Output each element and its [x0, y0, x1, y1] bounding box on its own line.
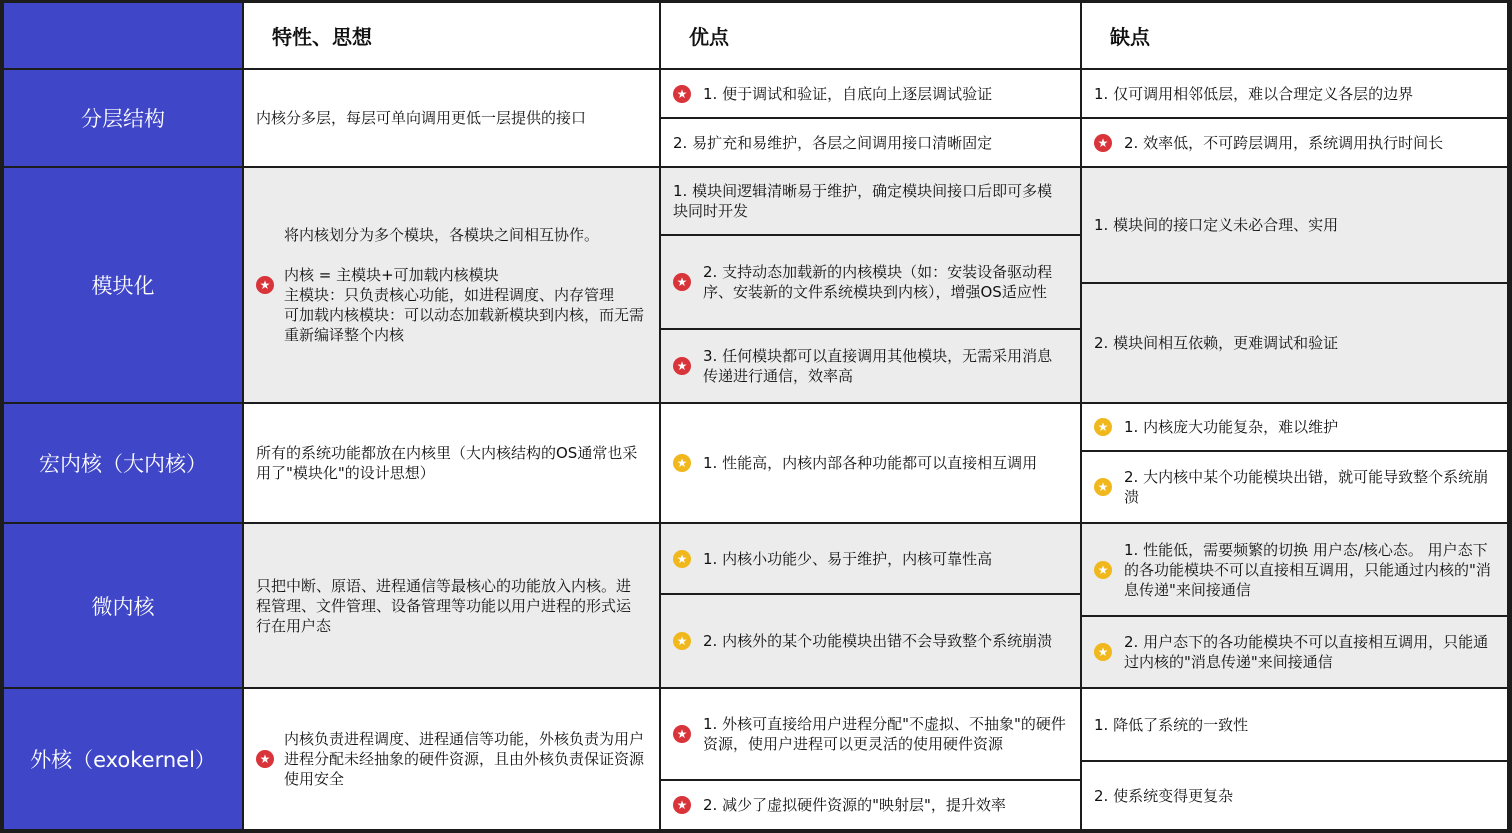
- con-item: [1082, 70, 1507, 119]
- star-icon: ★: [1094, 418, 1112, 436]
- pro-item: [661, 70, 1080, 119]
- desc-text: 所有的系统功能都放在内核里（大内核结构的OS通常也采用了"模块化"的设计思想）: [256, 444, 638, 482]
- pro-item: [661, 524, 1080, 595]
- cons-modular: [1082, 168, 1509, 404]
- desc-text: 内核负责进程调度、进程通信等功能，外核负责为用户进程分配未经抽象的硬件资源，且由外核负责保证资源使用安全: [284, 730, 645, 788]
- star-icon: ★: [256, 750, 274, 768]
- row-desc-monolithic: [244, 404, 661, 524]
- pro-text: 2. 支持动态加载新的内核模块（如：安装设备驱动程序、安装新的文件系统模块到内核），增强OS适应性: [703, 263, 1053, 301]
- star-icon: ★: [673, 454, 691, 472]
- con-item: [1082, 168, 1507, 284]
- pro-text: 2. 易扩充和易维护，各层之间调用接口清晰固定: [673, 133, 993, 152]
- pro-text: 3. 任何模块都可以直接调用其他模块，无需采用消息传递进行通信，效率高: [703, 347, 1053, 385]
- row-desc-layered: [244, 70, 661, 168]
- pro-item: [661, 781, 1080, 829]
- row-label-layered: 分层结构: [4, 70, 244, 168]
- pro-item: [661, 236, 1080, 330]
- con-text: 1. 模块间的接口定义未必合理、实用: [1094, 216, 1339, 234]
- con-text: 1. 仅可调用相邻低层，难以合理定义各层的边界: [1094, 84, 1414, 103]
- desc-text: 内核分多层，每层可单向调用更低一层提供的接口: [256, 109, 587, 127]
- star-icon: ★: [673, 357, 691, 375]
- con-item: [1082, 617, 1507, 687]
- cons-layered: [1082, 70, 1509, 168]
- star-icon: ★: [673, 85, 691, 103]
- pro-item: [661, 689, 1080, 781]
- header-features: 特性、思想: [244, 3, 661, 70]
- row-desc-exokernel: [244, 689, 661, 831]
- pro-item: [661, 168, 1080, 236]
- star-icon: ★: [1094, 134, 1112, 152]
- con-item: [1082, 762, 1507, 829]
- pros-modular: [661, 168, 1082, 404]
- pro-item: [661, 404, 1080, 522]
- con-text: 1. 内核庞大功能复杂，难以维护: [1124, 418, 1339, 436]
- con-item: [1082, 452, 1507, 522]
- star-icon: ★: [1094, 478, 1112, 496]
- pro-text: 1. 外核可直接给用户进程分配"不虚拟、不抽象"的硬件资源，使用户进程可以更灵活的使用硬件资源: [703, 715, 1066, 753]
- row-label-exokernel: 外核（exokernel）: [4, 689, 244, 831]
- header-cons: 缺点: [1082, 3, 1509, 70]
- con-item: [1082, 524, 1507, 617]
- pros-exokernel: [661, 689, 1082, 831]
- row-label-modular: 模块化: [4, 168, 244, 404]
- con-text: 2. 用户态下的各功能模块不可以直接相互调用，只能通过内核的"消息传递"来间接通信: [1124, 633, 1489, 671]
- pro-text: 1. 模块间逻辑清晰易于维护，确定模块间接口后即可多模块同时开发: [673, 182, 1053, 220]
- con-text: 2. 效率低，不可跨层调用，系统调用执行时间长: [1124, 133, 1444, 152]
- pro-item: [661, 330, 1080, 402]
- cons-monolithic: [1082, 404, 1509, 524]
- pros-layered: [661, 70, 1082, 168]
- desc-text: 只把中断、原语、进程通信等最核心的功能放入内核。进程管理、文件管理、设备管理等功能以用户进程的形式运行在用户态: [256, 576, 632, 635]
- con-item: [1082, 689, 1507, 762]
- pro-text: 1. 便于调试和验证，自底向上逐层调试验证: [703, 84, 993, 103]
- con-text: 2. 模块间相互依赖，更难调试和验证: [1094, 334, 1339, 352]
- pros-microkernel: [661, 524, 1082, 689]
- row-desc-modular: [244, 168, 661, 404]
- pro-text: 2. 内核外的某个功能模块出错不会导致整个系统崩溃: [703, 632, 1053, 650]
- star-icon: ★: [673, 725, 691, 743]
- pro-item: [661, 595, 1080, 687]
- pro-text: 2. 减少了虚拟硬件资源的"映射层"，提升效率: [703, 796, 1006, 814]
- star-icon: ★: [673, 632, 691, 650]
- star-icon: ★: [673, 550, 691, 568]
- header-pros: 优点: [661, 3, 1082, 70]
- con-text: 1. 降低了系统的一致性: [1094, 715, 1249, 734]
- star-icon: ★: [1094, 643, 1112, 661]
- pros-monolithic: [661, 404, 1082, 524]
- cons-microkernel: [1082, 524, 1509, 689]
- star-icon: ★: [673, 273, 691, 291]
- con-item: [1082, 119, 1507, 166]
- row-desc-microkernel: [244, 524, 661, 689]
- con-text: 2. 使系统变得更复杂: [1094, 786, 1234, 805]
- comparison-table: [4, 3, 1509, 831]
- con-text: 2. 大内核中某个功能模块出错，就可能导致整个系统崩溃: [1124, 468, 1489, 506]
- header-corner: [4, 3, 244, 70]
- con-text: 1. 性能低，需要频繁的切换 用户态/核心态。 用户态下的各功能模块不可以直接相互调用，只能通过内核的"消息传递"来间接通信: [1124, 540, 1491, 599]
- con-item: [1082, 404, 1507, 452]
- desc-text: 将内核划分为多个模块，各模块之间相互协作。 内核 = 主模块+可加载内核模块 主模块：只负责核心功能，如进程调度、内存管理 可加载内核模块：可以动态加载新模块到内核，而无需重新编译整个内核: [284, 226, 645, 344]
- pro-text: 1. 内核小功能少、易于维护，内核可靠性高: [703, 549, 993, 568]
- row-label-monolithic: 宏内核（大内核）: [4, 404, 244, 524]
- star-icon: ★: [1094, 561, 1112, 579]
- star-icon: ★: [256, 276, 274, 294]
- con-item: [1082, 284, 1507, 402]
- pro-text: 1. 性能高，内核内部各种功能都可以直接相互调用: [703, 454, 1038, 472]
- row-label-microkernel: 微内核: [4, 524, 244, 689]
- star-icon: ★: [673, 796, 691, 814]
- cons-exokernel: [1082, 689, 1509, 831]
- pro-item: [661, 119, 1080, 166]
